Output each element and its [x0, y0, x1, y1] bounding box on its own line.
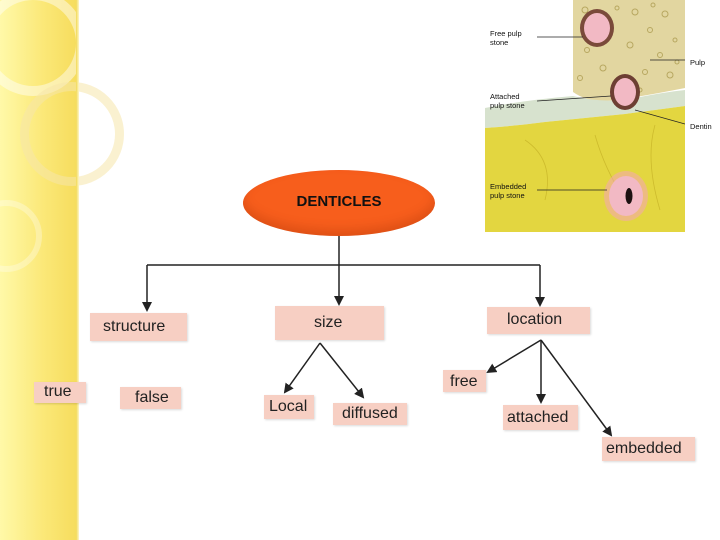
attached-node: [503, 405, 578, 430]
root-node-label: DENTICLES: [296, 193, 382, 210]
false-node: [120, 387, 181, 409]
true-node: [34, 382, 86, 403]
figure-label-pulp: Pulp: [690, 58, 706, 67]
local-label: Local: [269, 398, 308, 415]
diffused-node: [333, 403, 407, 425]
true-label: true: [44, 383, 72, 400]
arrow-to-diffused: [320, 343, 363, 397]
false-label: false: [135, 389, 169, 406]
structure-label: structure: [103, 318, 166, 335]
arrow-to-free: [488, 340, 541, 372]
figure-label-embedded-pulp-stone: Embedded pulp stone: [490, 182, 527, 200]
diffused-label: diffused: [342, 405, 398, 422]
figure-label-dentin: Dentin: [690, 122, 712, 131]
figure-label-attached-pulp-stone: Attached pulp stone: [490, 92, 525, 110]
location-node: [487, 307, 590, 334]
free-label: free: [450, 373, 478, 390]
embedded-label: embedded: [606, 440, 682, 457]
size-node: [275, 306, 384, 340]
attached-label: attached: [507, 409, 569, 426]
free-node: [443, 370, 486, 392]
embedded-node: [602, 437, 695, 461]
local-node: [264, 395, 314, 419]
figure-label-free-pulp-stone: Free pulp stone: [490, 29, 522, 47]
arrow-to-local: [285, 343, 320, 392]
location-label: location: [507, 311, 563, 328]
size-label: size: [314, 314, 343, 331]
structure-node: [90, 313, 187, 341]
